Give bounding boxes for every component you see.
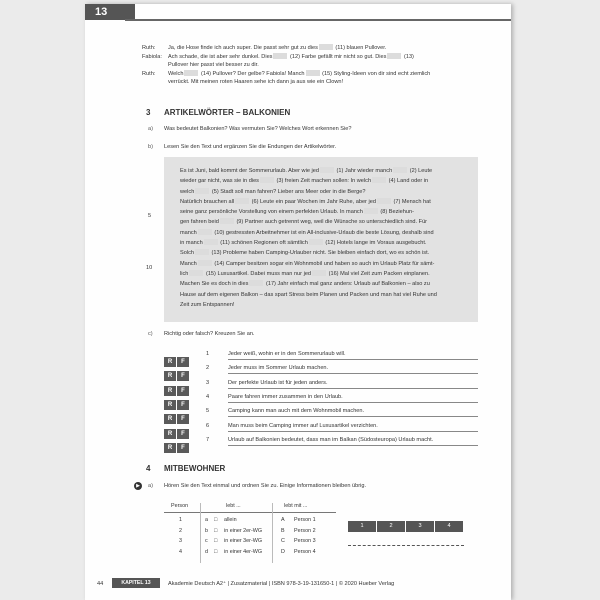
statement-number: 6	[206, 422, 210, 429]
statement-text: Der perfekte Urlaub ist für jeden anders.	[228, 380, 478, 389]
answer-grid-header: 4	[435, 521, 463, 532]
richtig-checkbox[interactable]: R	[164, 357, 176, 367]
falsch-checkbox[interactable]: F	[177, 400, 189, 410]
true-false-row	[164, 393, 478, 408]
statement-number: 3	[206, 379, 210, 386]
falsch-checkbox[interactable]: F	[177, 357, 189, 367]
statement-text: Man muss beim Camping immer auf Luxusartikel verzichten.	[228, 423, 478, 432]
blank[interactable]	[249, 280, 263, 286]
statement-text: Jeder muss im Sommer Urlaub machen.	[228, 365, 478, 374]
task-b-instruction: Lesen Sie den Text und ergänzen Sie die Endungen der Artikelwörter.	[164, 144, 337, 150]
blank[interactable]	[195, 249, 209, 255]
blank[interactable]	[309, 239, 323, 245]
blank[interactable]	[195, 188, 209, 194]
dialogue-line-3: Ruth: Welch (14) Pullover? Der gelbe? Fabiola! Manch (15) Styling-Ideen von dir sind echt ziemlich	[142, 70, 431, 77]
blank[interactable]	[320, 167, 334, 173]
blank[interactable]	[372, 177, 386, 183]
true-false-row	[164, 422, 478, 437]
statement-number: 2	[206, 365, 210, 372]
text-line: welch (5) Stadt soll man fahren? Lieber ans Meer oder in die Berge?	[180, 188, 366, 195]
task-a-instruction: Was bedeutet Balkonien? Was vermuten Sie? Welches Wort erkennen Sie?	[164, 126, 352, 132]
blank[interactable]	[387, 53, 401, 59]
falsch-checkbox[interactable]: F	[177, 371, 189, 381]
blank[interactable]	[235, 198, 249, 204]
blank[interactable]	[198, 229, 212, 235]
living-option: in einer 2er-WG	[224, 527, 263, 534]
text-line: Es ist Juni, bald kommt der Sommerurlaub. Aber wie jed (1) Jahr wieder manch (2) Leute	[180, 168, 433, 174]
table-divider	[200, 503, 201, 563]
person-label: Person 1	[294, 517, 316, 523]
col-lebt-header: lebt ...	[226, 503, 241, 509]
blank[interactable]	[260, 177, 274, 183]
person-number: 2	[179, 527, 182, 534]
statement-text: Jeder weiß, wohin er in den Sommerurlaub will.	[228, 351, 478, 360]
blank[interactable]	[273, 53, 287, 59]
col-person-header: Person	[171, 503, 189, 509]
person-letter: D	[281, 548, 285, 555]
text-line: wieder gar nicht, was sie in dies (3) freien Zeit machen sollen: In welch (4) Land oder in	[180, 178, 429, 185]
statement-text: Paare fahren immer zusammen in den Urlaub.	[228, 394, 478, 403]
blank[interactable]	[312, 270, 326, 276]
speaker-ruth: Ruth:	[142, 70, 156, 77]
task-4a-letter: a)	[148, 483, 153, 489]
richtig-checkbox[interactable]: R	[164, 371, 176, 381]
dialogue-line-2: Fabiola: Ach schade, die ist aber sehr dunkel. Dies (12) Farbe gefällt mir nicht so gut. Dies (13)	[142, 53, 414, 60]
section-4-number: 4	[146, 464, 151, 473]
statement-number: 4	[206, 393, 210, 400]
task-b-letter: b)	[148, 144, 153, 150]
richtig-checkbox[interactable]: R	[164, 386, 176, 396]
page-number: 44	[97, 581, 104, 587]
reading-text	[180, 166, 470, 310]
text-line: Hause auf dem eigenen Balkon – das spart Stress beim Planen und Packen und man hat viel Ruhe und	[180, 291, 437, 298]
blank[interactable]	[198, 260, 212, 266]
chapter-tab: 13	[85, 4, 135, 20]
option-letter: c	[205, 538, 208, 544]
section-3-title: ARTIKELWÖRTER – BALKONIEN	[164, 108, 291, 117]
task-c-letter: c)	[148, 331, 153, 337]
statement-number: 5	[206, 408, 210, 415]
statement-number: 1	[206, 351, 210, 357]
blank[interactable]	[364, 208, 378, 214]
person-letter: B	[281, 527, 285, 534]
task-a-letter: a)	[148, 126, 153, 132]
blank[interactable]	[306, 70, 320, 76]
section-3-number: 3	[146, 108, 151, 117]
text-line: in manch (11) schönen Regionen oft sämtlich (12) Hotels lange im Voraus ausgebucht.	[180, 240, 427, 247]
statement-text: Camping kann man auch mit dem Wohnmobil machen.	[228, 408, 478, 417]
option-checkbox: □	[214, 548, 218, 555]
option-checkbox: □	[214, 527, 218, 534]
person-letter: A	[281, 517, 285, 523]
person-label: Person 4	[294, 548, 316, 555]
table-divider	[272, 503, 273, 563]
falsch-checkbox[interactable]: F	[177, 386, 189, 396]
task-c-instruction: Richtig oder falsch? Kreuzen Sie an.	[164, 331, 255, 337]
dialogue-line-1: Ruth: Ja, die Hose finde ich auch super. Die passt sehr gut zu dies (11) blauen Pullover.	[142, 45, 387, 51]
option-checkbox: □	[214, 538, 218, 544]
richtig-checkbox[interactable]: R	[164, 400, 176, 410]
text-line: seine ganz persönliche Vorstellung von einem perfekten Urlaub. In manch (8) Beziehun-	[180, 209, 414, 216]
blank[interactable]	[204, 239, 218, 245]
richtig-checkbox[interactable]: R	[164, 443, 176, 453]
chapter-footer-tab: KAPITEL 13	[112, 578, 160, 588]
person-label: Person 2	[294, 527, 316, 534]
col-lebt-mit-header: lebt mit ...	[284, 503, 308, 509]
person-number: 1	[179, 517, 182, 523]
blank[interactable]	[319, 44, 333, 50]
section-4-title: MITBEWOHNER	[164, 464, 226, 473]
option-letter: b	[205, 527, 208, 534]
blank[interactable]	[189, 270, 203, 276]
text-line: Manch (14) Camper besitzen sogar ein Wohnmobil und haben so auch im Urlaub Platz für sämt-	[180, 260, 435, 267]
person-number: 3	[179, 538, 182, 544]
audio-play-icon[interactable]: ▶	[134, 482, 142, 490]
true-false-row	[164, 407, 478, 423]
text-line: lich (15) Luxusartikel. Dabei muss man nur jed (16) Mal viel Zeit zum Packen einplanen.	[180, 270, 430, 277]
living-option: allein	[224, 517, 237, 523]
answer-grid-line[interactable]	[348, 545, 464, 546]
living-option: in einer 4er-WG	[224, 548, 263, 555]
speaker-fabiola: Fabiola:	[142, 53, 162, 60]
answer-grid-header: 3	[406, 521, 434, 532]
person-label: Person 3	[294, 538, 316, 544]
richtig-checkbox[interactable]: R	[164, 429, 176, 439]
option-letter: d	[205, 548, 208, 555]
falsch-checkbox[interactable]: F	[177, 414, 189, 424]
blank[interactable]	[184, 70, 198, 76]
blank[interactable]	[220, 218, 234, 224]
text-line: Solch (13) Probleme haben Camping-Urlauber nicht. Sie bleiben einfach dort, wo es schön ist.	[180, 250, 430, 257]
person-letter: C	[281, 538, 285, 544]
true-false-row	[164, 364, 478, 380]
option-letter: a	[205, 517, 208, 523]
person-number: 4	[179, 548, 182, 555]
falsch-checkbox[interactable]: F	[177, 429, 189, 439]
text-line: Natürlich brauchen all (6) Leute ein paar Wochen im Jahr Ruhe, aber jed (7) Mensch hat	[180, 198, 431, 205]
footer-credit: Akademie Deutsch A2⁺ | Zusatzmaterial | ISBN 978-3-19-131650-1 | © 2020 Hueber Verlag	[168, 581, 395, 587]
true-false-row	[164, 379, 478, 394]
header-rule	[125, 19, 511, 21]
living-option: in einer 3er-WG	[224, 538, 263, 544]
text-line: gen fahren beid (9) Partner auch getrennt weg, weil die Wünsche so unterschiedlich sind. Für	[180, 219, 428, 226]
dialogue: Ruth: Ja, die Hose finde ich auch super. Die passt sehr gut zu dies (11) blauen Pullover. Fabiola: Ach schade, die ist aber sehr dunkel. Dies (12) Farbe gefällt mir nicht so gut. Dies (13) Pullover hier passt viel besser zu dir. Ruth: Welch (14) Pullover? Der gelbe? Fabiola! Manch (15) Styling-Ideen von dir sind echt ziemlich verrückt. Mit meinen roten Haaren sehe ich dann ja aus wie ein Clown!	[142, 44, 482, 87]
text-line: Zeit zum Entspannen!	[180, 301, 235, 308]
speaker-ruth: Ruth:	[142, 45, 156, 51]
statement-text: Urlaub auf Balkonien bedeutet, dass man im Balkan (Südosteuropa) Urlaub macht.	[228, 437, 478, 446]
blank[interactable]	[393, 167, 407, 173]
falsch-checkbox[interactable]: F	[177, 443, 189, 453]
blank[interactable]	[377, 198, 391, 204]
line-number: 10	[146, 265, 153, 271]
answer-grid-header: 2	[377, 521, 405, 532]
table-rule	[164, 512, 336, 513]
text-line: manch (10) gestressten Arbeitnehmer ist ein All-inclusive-Urlaub die beste Lösung, deshalb sind	[180, 229, 434, 236]
answer-grid-header: 1	[348, 521, 376, 532]
true-false-row	[164, 436, 478, 451]
true-false-row	[164, 350, 478, 365]
option-checkbox: □	[214, 517, 218, 523]
text-line: Machen Sie es doch in dies (17) Jahr einfach mal ganz anders: Urlaub auf Balkonien – also zu	[180, 281, 430, 288]
line-number: 5	[148, 213, 152, 219]
statement-number: 7	[206, 436, 210, 443]
richtig-checkbox[interactable]: R	[164, 414, 176, 424]
task-4a-instruction: Hören Sie den Text einmal und ordnen Sie zu. Einige Informationen bleiben übrig.	[164, 483, 367, 489]
